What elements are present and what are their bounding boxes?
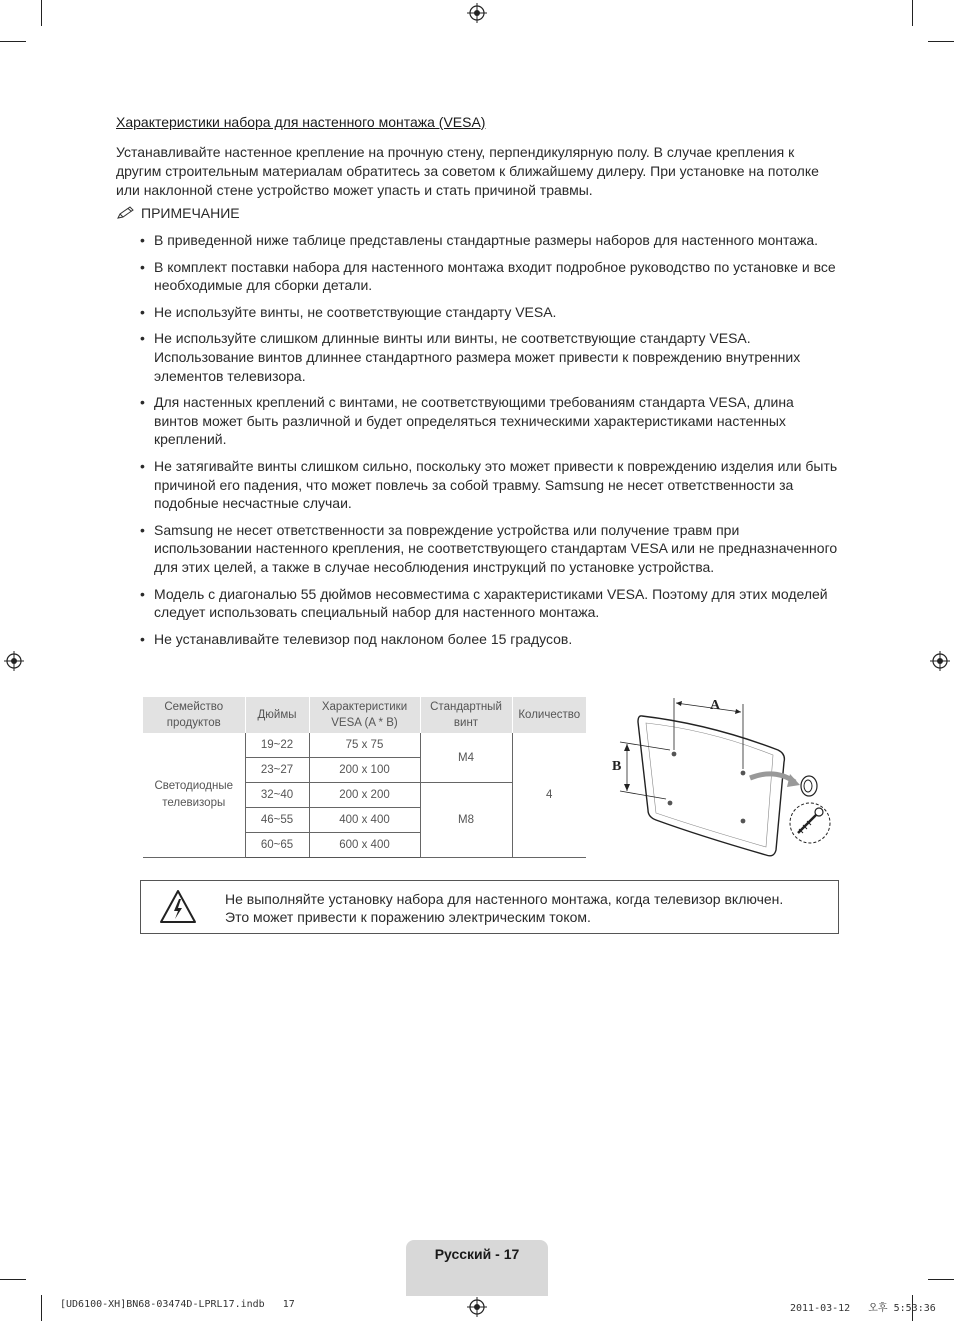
vesa-spec-table: [143, 697, 586, 858]
screw-cell: M8: [420, 783, 512, 858]
product-family-cell: Светодиодные телевизоры: [143, 733, 245, 858]
list-item: • Не используйте слишком длинные винты или винты, не соответствующие стандарту VESA. Использование винтов длиннее стандартного размера может привести к повреждению внутренних элементов телевизора.: [140, 329, 840, 385]
table-header-row: [143, 697, 586, 733]
inches-cell: 46~55: [245, 808, 309, 833]
header-family: Семейство продуктов: [143, 697, 245, 733]
mount-hole: [741, 771, 746, 776]
screw-detail-icon: [790, 803, 830, 843]
inches-cell: 19~22: [245, 733, 309, 758]
list-item: • Модель с диагональю 55 дюймов несовместима с характеристиками VESA. Поэтому для этих моделей следует использовать специальный набор для настенного монтажа.: [140, 585, 840, 622]
warning-line: Это может привести к поражению электрическим током.: [225, 909, 591, 925]
quantity-cell: 4: [512, 733, 586, 858]
footer-timestamp: 2011-03-12 오후 5:53:36: [790, 1303, 936, 1314]
header-inches: Дюймы: [245, 697, 309, 733]
registration-mark-icon: [930, 651, 950, 671]
crop-mark: [0, 41, 26, 42]
registration-mark-icon: [467, 1297, 487, 1317]
header-quantity: Количество: [512, 697, 586, 733]
page-number: Русский - 17: [434, 1246, 520, 1262]
crop-mark: [928, 1279, 954, 1280]
screw-cell: M4: [420, 733, 512, 783]
note-header: [116, 205, 240, 221]
tv-back-panel: [638, 716, 784, 856]
mount-hole: [672, 752, 677, 757]
wall-mount-diagram: [600, 690, 840, 862]
vesa-cell: 200 x 100: [309, 758, 420, 783]
list-item: • Не затягивайте винты слишком сильно, поскольку это может привести к повреждению изделия или быть причиной его падения, что может повлечь за собой травму. Samsung не несет ответственности за подобные несчастные случаи.: [140, 457, 840, 513]
warning-line: Не выполняйте установку набора для настенного монтажа, когда телевизор включен.: [225, 891, 784, 907]
inches-cell: 60~65: [245, 833, 309, 858]
inches-cell: 32~40: [245, 783, 309, 808]
list-item: • Не устанавливайте телевизор под наклоном более 15 градусов.: [140, 630, 840, 649]
list-item: • Samsung не несет ответственности за повреждение устройства или получение травм при использовании настенного крепления, не соответствующего стандартам VESA или не предназначенного для этих целей, а также в случае несоблюдения инструкций по установке устройства.: [140, 521, 840, 577]
dimension-b-label: B: [612, 759, 622, 774]
warning-box: [140, 880, 839, 934]
intro-paragraph: Устанавливайте настенное крепление на прочную стену, перпендикулярную полу. В случае крепления к другим строительным материалам обратитесь за советом к ближайшему дилеру. При установке на потолке или наклонной стене устройство может упасть и стать причиной травмы.: [116, 144, 819, 198]
crop-mark: [928, 41, 954, 42]
warning-text: [225, 890, 825, 926]
list-item: • В приведенной ниже таблице представлены стандартные размеры наборов для настенного монтажа.: [140, 231, 840, 250]
mount-hole: [741, 819, 746, 824]
crop-mark: [0, 1279, 26, 1280]
table-row: [143, 733, 586, 758]
registration-mark-icon: [4, 651, 24, 671]
note-list: [140, 231, 840, 656]
header-vesa: Характеристики VESA (A * B): [309, 697, 420, 733]
header-screw: Стандартный винт: [420, 697, 512, 733]
mount-hole: [668, 801, 673, 806]
electric-shock-warning-icon: [159, 888, 197, 926]
vesa-cell: 75 x 75: [309, 733, 420, 758]
section-title: Характеристики набора для настенного монтажа (VESA): [116, 114, 486, 130]
vesa-cell: 400 x 400: [309, 808, 420, 833]
list-item: • Не используйте винты, не соответствующие стандарту VESA.: [140, 303, 840, 322]
note-label: ПРИМЕЧАНИЕ: [141, 205, 240, 221]
vesa-cell: 600 x 400: [309, 833, 420, 858]
dimension-a-label: A: [710, 698, 721, 713]
screw-washer: [801, 776, 817, 796]
inches-cell: 23~27: [245, 758, 309, 783]
footer-file-info: [UD6100-XH]BN68-03474D-LPRL17.indb 17: [60, 1299, 295, 1310]
crop-mark: [912, 0, 913, 26]
vesa-cell: 200 x 200: [309, 783, 420, 808]
crop-mark: [41, 0, 42, 26]
list-item: • Для настенных креплений с винтами, не соответствующими требованиям стандарта VESA, длина винтов может быть различной и будет определяться техническими характеристиками настенных креплений.: [140, 393, 840, 449]
crop-mark: [41, 1295, 42, 1321]
list-item: • В комплект поставки набора для настенного монтажа входит подробное руководство по установке и все необходимые для сборки детали.: [140, 258, 840, 295]
registration-mark-icon: [467, 3, 487, 23]
pencil-icon: [116, 206, 136, 220]
